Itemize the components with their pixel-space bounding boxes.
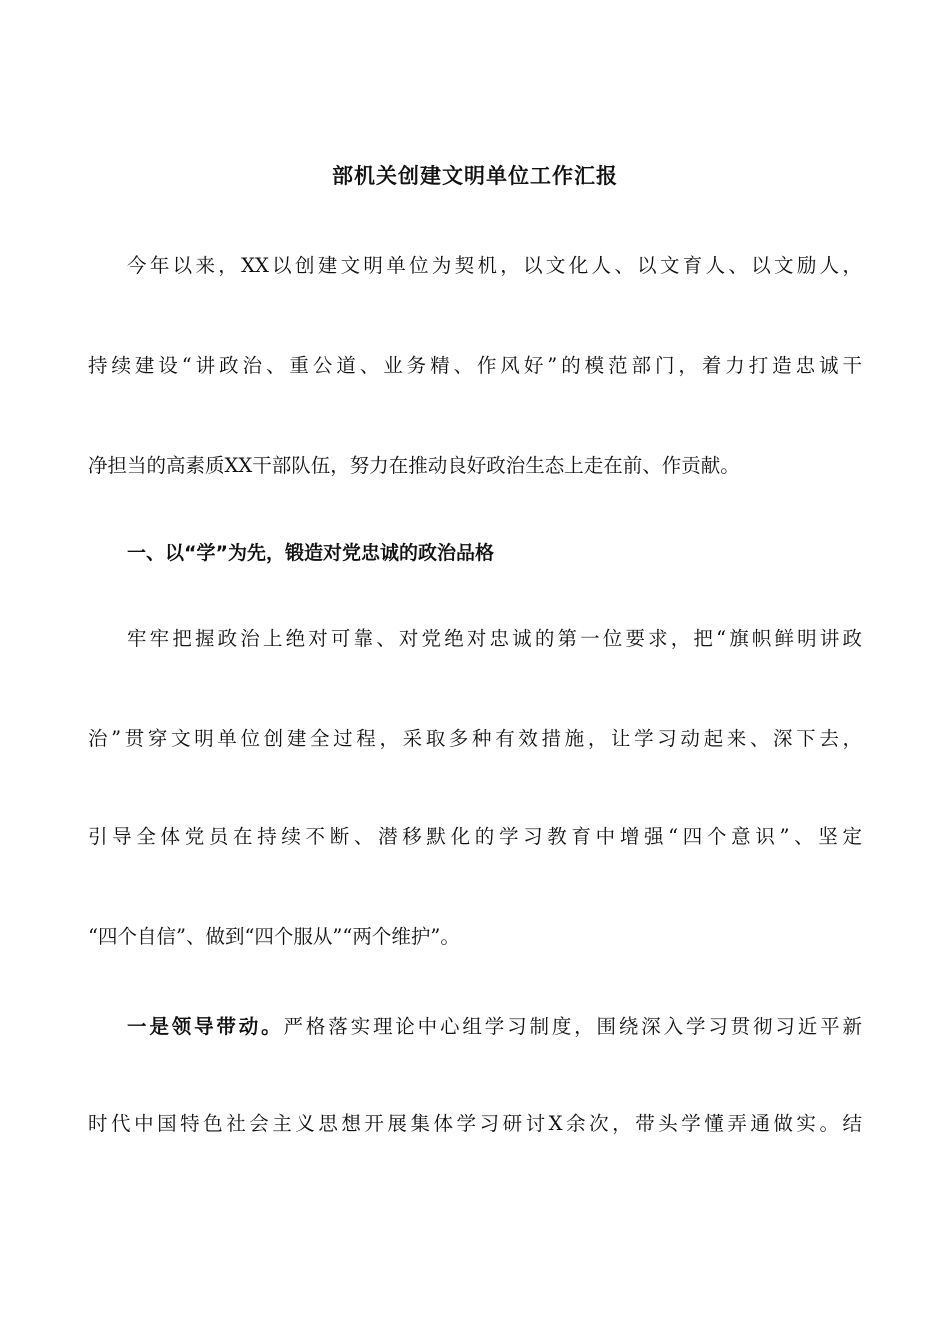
section1-para1-line-3: 引导全体党员在持续不断、潜移默化的学习教育中增强“四个意识”、坚定 — [88, 825, 862, 848]
intro-line-2: 持续建设“讲政治、重公道、业务精、作风好”的模范部门，着力打造忠诚干 — [88, 354, 862, 377]
intro-line-3: 净担当的高素质XX干部队伍，努力在推动良好政治生态上走在前、作贡献。 — [88, 454, 740, 477]
section1-para1-line-2: 治”贯穿文明单位创建全过程，采取多种有效措施，让学习动起来、深下去， — [88, 727, 862, 750]
para2-lead: 一是领导带动。 — [127, 1015, 284, 1038]
section1-para1-line-4: “四个自信”、做到“四个服从”“两个维护”。 — [88, 925, 460, 948]
section1-para2-line-1 — [88, 1009, 862, 1045]
section1-para2-line-2: 时代中国特色社会主义思想开展集体学习研讨X余次，带头学懂弄通做实。结 — [88, 1112, 862, 1135]
section-heading-1: 一、以“学”为先，锻造对党忠诚的政治品格 — [127, 542, 494, 564]
document-title: 部机关创建文明单位工作汇报 — [332, 164, 618, 188]
section1-para1-line-1: 牢牢把握政治上绝对可靠、对党绝对忠诚的第一位要求，把“旗帜鲜明讲政 — [127, 627, 862, 650]
para2-line-1-rest: 严格落实理论中心组学习制度，围绕深入学习贯彻习近平新 — [283, 1015, 862, 1038]
intro-line-1: 今年以来，XX以创建文明单位为契机，以文化人、以文育人、以文励人， — [127, 254, 862, 277]
